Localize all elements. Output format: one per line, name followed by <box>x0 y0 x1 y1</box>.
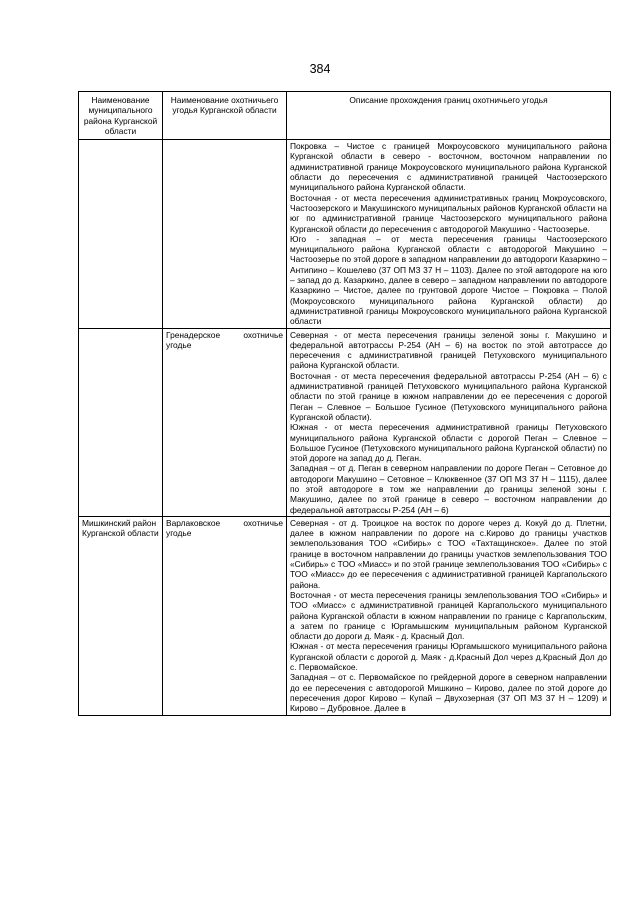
description-cell <box>287 140 611 328</box>
header-hunting-ground: Наименование охотничьего угодья Курганской области <box>163 92 287 140</box>
header-description: Описание прохождения границ охотничьего угодья <box>287 92 611 140</box>
description-cell <box>287 328 611 516</box>
district-cell: Мишкинский район Курганской области <box>79 516 163 715</box>
description-paragraph: Покровка – Чистое с границей Мокроусовского муниципального района Курганской области в северо - восточном, восточном направлении по административной границе Мокроусовского муниципального района Курганской области до пересечения с административной границей Частоозерского муниципального района Курганской области. <box>290 141 607 193</box>
description-paragraph: Юго - западная – от места пересечения границы Частоозерского муниципального района Курганской области с автодорогой Макушино – Частоозерье по этой дороге в западном направлении до автодороги Казаркино – Антипино – Кошелево (37 ОП МЗ 37 Н – 1103). Далее по этой автодороге на юго – запад до д. Казаркино, далее в северо – западном направлении по автодороге Казаркино – Чистое, далее по грунтовой дороге Чистое – Покровка – Полой (Мокроусовского муниципального района Курганской области) до административной границы Мокроусовского муниципального района Курганской области <box>290 233 607 327</box>
description-paragraph: Восточная - от места пересечения федеральной автотрассы Р-254 (АН – 6) с административной границей Петуховского муниципального района Курганской области по этой границе в южном направлении до ее пересечения с дорогой Пеган – Слевное – Большое Гусиное (Петуховского муниципального района Курганской области). <box>290 370 607 422</box>
table-row <box>79 140 611 328</box>
table-row <box>79 516 611 715</box>
hunting-ground-cell <box>163 140 287 328</box>
page-number: 384 <box>309 62 331 76</box>
description-paragraph: Южная - от места пересечения границы Юргамышского муниципального района Курганской области с дорогой д. Маяк - д.Красный Дол через д.Красный Дол до с. Первомайское. <box>290 641 607 673</box>
header-district: Наименование муниципального района Курганской области <box>79 92 163 140</box>
hunting-ground-cell: Гренадерское охотничье угодье <box>163 328 287 516</box>
description-paragraph: Южная - от места пересечения административной границы Петуховского муниципального района Курганской области с дорогой Пеган – Слевное – Большое Гусиное (Петуховского муниципального района Курганской области) по этой дороге на запад до д. Пеган. <box>290 422 607 464</box>
district-cell <box>79 140 163 328</box>
description-paragraph: Восточная - от места пересечения границы землепользования ТОО «Сибирь» и ТОО «Миасс» с административной границей Каргапольского муниципального района Курганской области в южном направлении по границе с Каргапольским, а затем по границе с Юргамышским муниципальным районом Курганской области до дороги д. Маяк - д. Красный Дол. <box>290 589 607 642</box>
description-cell <box>287 516 611 715</box>
description-paragraph: Северная - от места пересечения границы зеленой зоны г. Макушино и федеральной автотрассы Р-254 (АН – 6) на восток по этой автотрассе до пересечения с административной границей Петуховского муниципального района Курганской области. <box>290 329 607 371</box>
description-paragraph: Северная - от д. Троицкое на восток по дороге через д. Кокуй до д. Плетни, далее в южном направлении по дороге на с.Кирово до границы участков землепользования ТОО «Сибирь» с ТОО «Тахтащинское». Далее по этой границе в восточном направлении до границы участков землепользования ТОО «Сибирь» с ТОО «Миасс» и по этой границе землепользования ТОО «Сибирь» с ТОО «Миасс» до ее пересечения с административной границей Каргапольского района. <box>290 517 607 590</box>
table-header-row <box>79 92 611 140</box>
description-paragraph: Западная – от с. Первомайское по грейдерной дороге в северном направлении до ее пересечения с автодорогой Мишкино – Кирово, далее по этой дороге до пересечения дорог Кирово – Купай – Двухозерная (37 ОП МЗ 37 Н – 1209) и Кирово – Дубровное. Далее в <box>290 672 607 714</box>
table-row <box>79 328 611 516</box>
description-paragraph: Восточная - от места пересечения административных границ Мокроусовского, Частоозерского и Макушинского муниципальных районов Курганской области на юг по административной границе Частоозерского муниципального района Курганской области до пересечения с автодорогой Макушино - Частоозерье. <box>290 192 607 234</box>
district-cell <box>79 328 163 516</box>
hunting-grounds-table <box>78 91 611 716</box>
hunting-ground-cell: Варлаковское охотничье угодье <box>163 516 287 715</box>
description-paragraph: Западная – от д. Пеган в северном направлении по дороге Пеган – Сетовное до автодороги Макушино – Сетовное – Клюквенное (37 ОП МЗ 37 Н – 1115), далее по этой автодороге в том же направлении до границы зеленой зоны г. Макушино, далее по этой границе в северо – восточном направлении до федеральной автотрассы Р-254 (АН – 6) <box>290 463 607 515</box>
